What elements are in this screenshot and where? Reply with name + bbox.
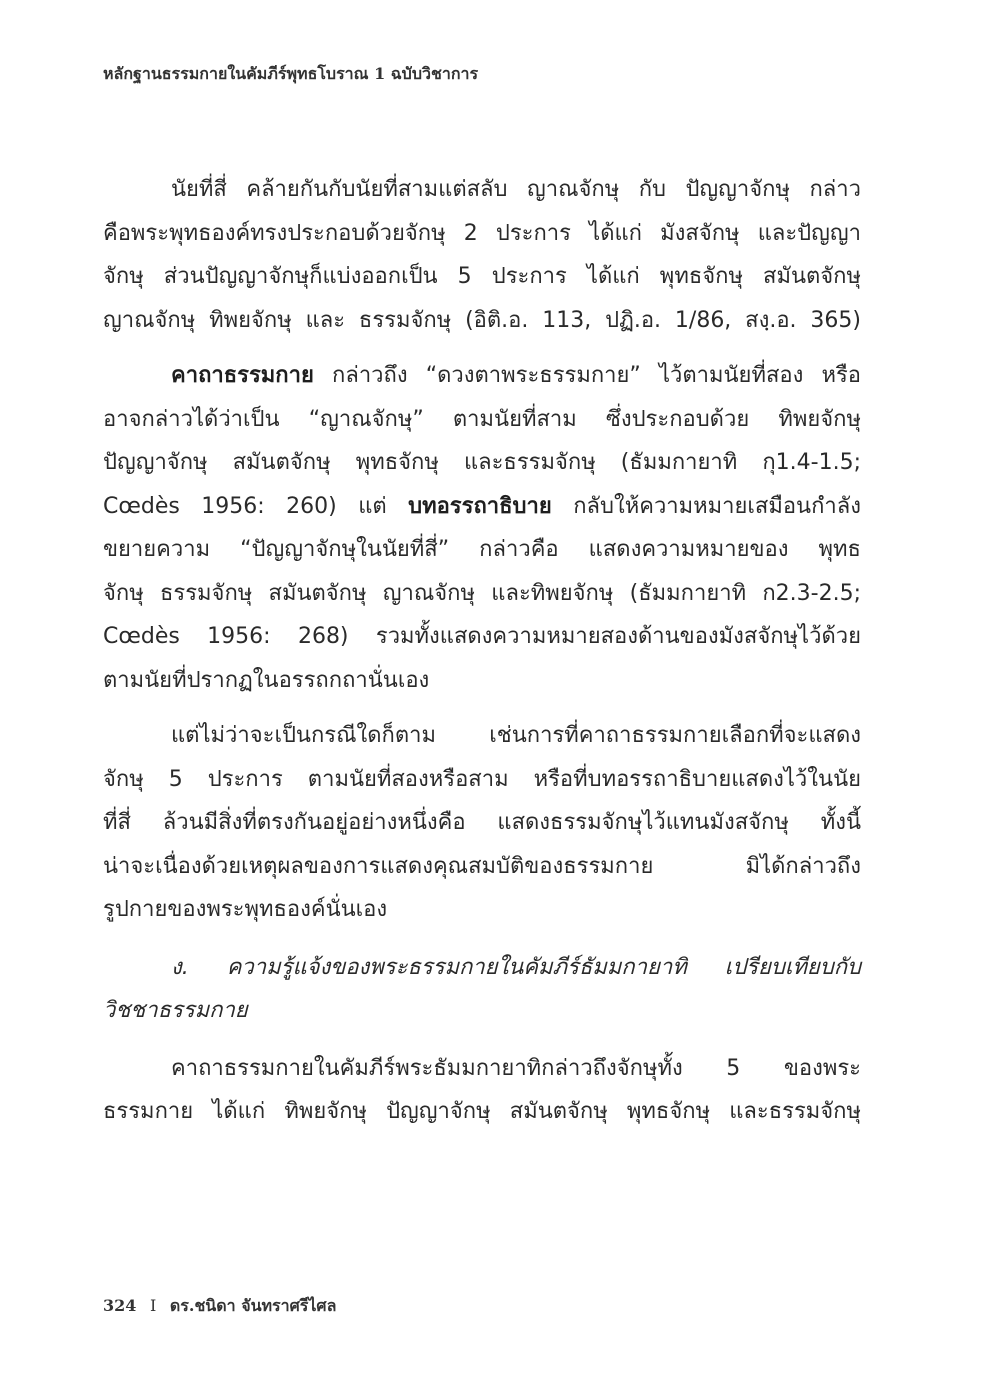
- text-line: นัยที่สี่ คล้ายกันกับนัยที่สามแต่สลับ ญาณจักษุ กับ ปัญญาจักษุ กล่าว: [171, 177, 861, 202]
- paragraph-2: [103, 354, 861, 702]
- text-line: คาถาธรรมกาย กล่าวถึง “ดวงตาพระธรรมกาย” ไว้ตามนัยที่สอง หรือ: [171, 363, 861, 388]
- text-line: รูปกายของพระพุทธองค์นั่นเอง: [103, 897, 388, 922]
- section-heading: [103, 946, 861, 1033]
- author-name: ดร.ชนิดา จันทราศรีไศล: [169, 1296, 337, 1315]
- running-header: หลักฐานธรรมกายในคัมภีร์พุทธโบราณ 1 ฉบับวิชาการ: [103, 64, 479, 83]
- heading-line: วิชชาธรรมกาย: [103, 998, 248, 1023]
- text-line: จักษุ ธรรมจักษุ สมันตจักษุ ญาณจักษุ และทิพยจักษุ (ธัมมกายาทิ ก2.3-2.5;: [103, 580, 861, 606]
- term-katha-dhammakaya: คาถาธรรมกาย: [171, 363, 314, 388]
- heading-line: ง. ความรู้แจ้งของพระธรรมกายในคัมภีร์ธัมมกายาทิ เปรียบเทียบกับ: [171, 954, 861, 980]
- text-line: อาจกล่าวได้ว่าเป็น “ญาณจักษุ” ตามนัยที่สาม ซึ่งประกอบด้วย ทิพยจักษุ: [103, 406, 861, 432]
- text-line: ขยายความ “ปัญญาจักษุในนัยที่สี่” กล่าวคือ แสดงความหมายของ พุทธ: [103, 537, 861, 562]
- text-line: ที่สี่ ล้วนมีสิ่งที่ตรงกันอยู่อย่างหนึ่งคือ แสดงธรรมจักษุไว้แทนมังสจักษุ ทั้งนี้: [103, 810, 861, 835]
- text-line: คาถาธรรมกายในคัมภีร์พระธัมมกายาทิกล่าวถึงจักษุทั้ง 5 ของพระ: [171, 1055, 861, 1081]
- text-line: คือพระพุทธองค์ทรงประกอบด้วยจักษุ 2 ประการ ได้แก่ มังสจักษุ และปัญญา: [103, 220, 861, 246]
- text-line: จักษุ 5 ประการ ตามนัยที่สองหรือสาม หรือที่บทอรรถาธิบายแสดงไว้ในนัย: [103, 766, 861, 792]
- text-line: แต่ไม่ว่าจะเป็นกรณีใดก็ตาม เช่นการที่คาถาธรรมกายเลือกที่จะแสดง: [171, 723, 861, 748]
- text-line: จักษุ ส่วนปัญญาจักษุก็แบ่งออกเป็น 5 ประการ ได้แก่ พุทธจักษุ สมันตจักษุ: [103, 264, 861, 289]
- text-line: Cœdès 1956: 268) รวมทั้งแสดงความหมายสองด้านของมังสจักษุไว้ด้วย: [103, 624, 861, 649]
- text-line: น่าจะเนื่องด้วยเหตุผลของการแสดงคุณสมบัติของธรรมกาย มิได้กล่าวถึง: [103, 853, 861, 879]
- text-line: Cœdès 1956: 260) แต่ บทอรรถาธิบาย กลับให้ความหมายเสมือนกำลัง: [103, 493, 861, 519]
- text-line: ปัญญาจักษุ สมันตจักษุ พุทธจักษุ และธรรมจักษุ (ธัมมกายาทิ กุ1.4-1.5;: [103, 450, 861, 475]
- paragraph-3: [103, 714, 861, 932]
- body-text: [103, 168, 861, 1146]
- text-line: ตามนัยที่ปรากฏในอรรถกถานั่นเอง: [103, 667, 430, 693]
- footer-separator: I: [149, 1296, 157, 1315]
- paragraph-1: [103, 168, 861, 342]
- page-number: 324: [103, 1296, 137, 1315]
- paragraph-4: [103, 1047, 861, 1134]
- text-line: ธรรมกาย ได้แก่ ทิพยจักษุ ปัญญาจักษุ สมันตจักษุ พุทธจักษุ และธรรมจักษุ: [103, 1099, 861, 1124]
- page-footer: [103, 1294, 336, 1319]
- text-line: ญาณจักษุ ทิพยจักษุ และ ธรรมจักษุ (อิติ.อ. 113, ปฏิ.อ. 1/86, สงฺ.อ. 365): [103, 307, 861, 333]
- term-commentary: บทอรรถาธิบาย: [408, 493, 552, 519]
